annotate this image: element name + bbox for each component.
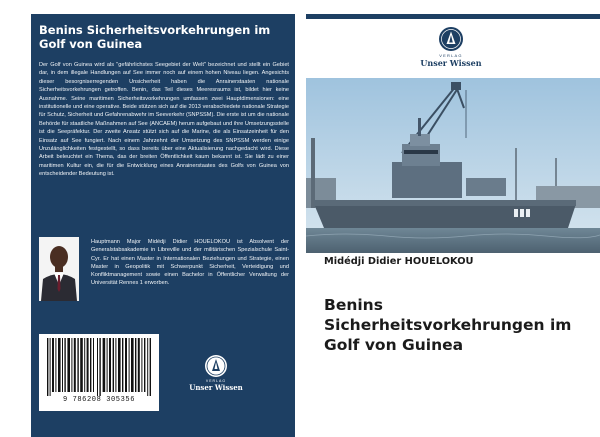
front-publisher-logo xyxy=(416,26,486,68)
publisher-label-top: VERLAG xyxy=(439,53,463,58)
front-cover-title: Benins Sicherheitsvorkehrungen im Golf von Guinea xyxy=(324,296,572,354)
back-cover-title: Benins Sicherheitsvorkehrungen im Golf von Guinea xyxy=(39,23,271,51)
author-photo xyxy=(39,237,79,301)
cover-photo-ship xyxy=(306,78,600,253)
publisher-logo-icon xyxy=(438,26,464,52)
barcode-icon xyxy=(47,338,151,396)
front-cover-author: Midédji Didier HOUELOKOU xyxy=(324,256,474,267)
barcode-digits: 9 786208 305356 xyxy=(62,396,135,404)
back-cover xyxy=(31,14,295,437)
front-cover xyxy=(306,14,600,437)
back-cover-blurb: Der Golf von Guinea wird als "gefährlichstes Seegebiet der Welt" bezeichnet und stellt ein Gebiet dar, in dem illegale Handlungen auf See immer noch auf einem hohen Niveau liegen. Angesichts dieser besorgniserregenden Unsicherheit haben die Anrainerstaaten nationale Sicherheitsvorkehrungen getroffen. Benin, das Teil dieses Meeresraums ist, bildet hier keine Ausnahme. Seine maritimen Sicherheitsvorkehrungen umfassen zwei Hauptdimensionen: eine institutionelle und eine operative. Beide stützen sich auf die 2013 verabschiedete nationale Strategie für Schutz, Sicherheit und Gefahrenabwehr im Seeverkehr (SNPSSM). Die erste ist um die nationale Behörde für staatliche Maßnahmen auf See (ANCAEM) herum aufgebaut und ihre Umsetzungsstelle ist die Seepräfektur. Der zweite Ansatz stützt sich auf die Marine, die als Einsatzeinheit für den Einsatz auf See fungiert. Nach einem Jahrzehnt der Umsetzung des SNPSSM werden einige Unzulänglichkeiten festgestellt, so dass bereits über eine Aktualisierung nachgedacht wird. Diese Arbeit beleuchtet ein Thema, das der breiten Öffentlichkeit kaum bekannt ist. Sie lädt zu einer maritimen Kultur ein, die für die Entwicklung eines Anrainerstaates des Golfs von Guinea von entscheidender Bedeutung ist. xyxy=(39,62,289,178)
author-bio: Hauptmann Major Midédji Didier HOUELOKOU ist Absolvent der Generalstabsakademie in Libreville und der militärischen Spezialschule Saint-Cyr. Er hat einen Master in Internationalen Beziehungen und Strategie, einen Master in Geopolitik mit Schwerpunkt Sicherheit, Verteidigung und Konfliktmanagement sowie einen Bachelor in Öffentlicher Verwaltung der Universität Rennes 1 erworben. xyxy=(91,239,289,287)
publisher-name: Unser Wissen xyxy=(189,383,243,392)
front-top-bar xyxy=(306,14,600,19)
publisher-label-top: VERLAG xyxy=(205,379,227,383)
barcode xyxy=(39,334,159,411)
back-publisher-logo xyxy=(186,354,246,392)
publisher-name: Unser Wissen xyxy=(420,58,482,68)
publisher-logo-icon xyxy=(204,354,228,378)
